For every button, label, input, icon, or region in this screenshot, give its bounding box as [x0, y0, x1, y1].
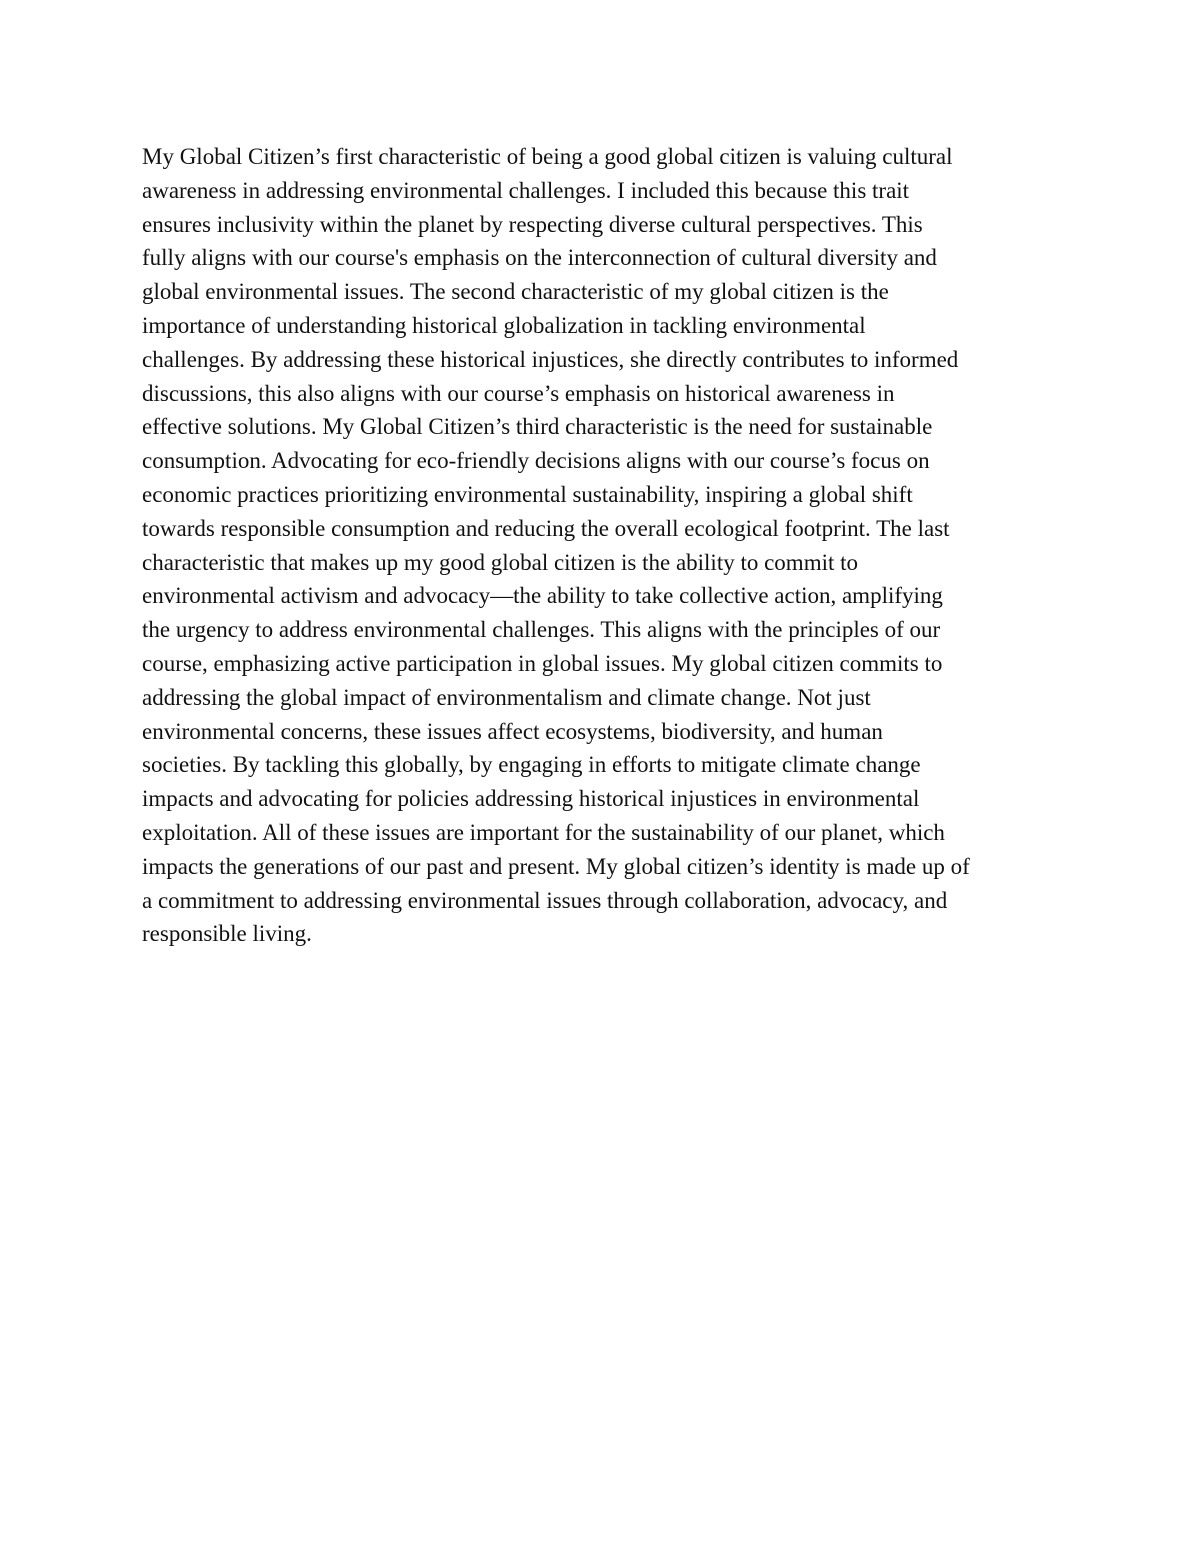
paragraph-line: economic practices prioritizing environmental sustainability, inspiring a global shift [142, 481, 913, 507]
paragraph-line: towards responsible consumption and reducing the overall ecological footprint. The last [142, 515, 950, 541]
paragraph-line: course, emphasizing active participation in global issues. My global citizen commits to [142, 650, 943, 676]
paragraph-line: effective solutions. My Global Citizen’s third characteristic is the need for sustainable [142, 414, 933, 440]
paragraph-line: responsible living. [142, 921, 312, 947]
paragraph-line: importance of understanding historical globalization in tackling environmental [142, 312, 866, 338]
paragraph-line: fully aligns with our course's emphasis on the interconnection of cultural diversity and [142, 245, 937, 271]
paragraph-line: environmental activism and advocacy—the ability to take collective action, amplifying [142, 583, 943, 609]
paragraph-line: impacts and advocating for policies addressing historical injustices in environmental [142, 786, 920, 812]
paragraph-line: global environmental issues. The second characteristic of my global citizen is the [142, 279, 889, 305]
paragraph-line: a commitment to addressing environmental issues through collaboration, advocacy, and [142, 887, 948, 913]
paragraph-line: My Global Citizen’s first characteristic of being a good global citizen is valuing cultural [142, 144, 953, 169]
paragraph-line: exploitation. All of these issues are important for the sustainability of our planet, which [142, 819, 945, 845]
paragraph-line: characteristic that makes up my good global citizen is the ability to commit to [142, 549, 859, 575]
paragraph-line: environmental concerns, these issues affect ecosystems, biodiversity, and human [142, 718, 883, 744]
essay-paragraph [142, 140, 1082, 951]
paragraph-line: challenges. By addressing these historical injustices, she directly contributes to informed [142, 346, 959, 372]
paragraph-line: awareness in addressing environmental challenges. I included this because this trait [142, 177, 910, 203]
paragraph-line: societies. By tackling this globally, by engaging in efforts to mitigate climate change [142, 752, 921, 778]
paragraph-line: ensures inclusivity within the planet by respecting diverse cultural perspectives. This [142, 211, 923, 237]
paragraph-line: addressing the global impact of environmentalism and climate change. Not just [142, 684, 871, 710]
paragraph-line: the urgency to address environmental challenges. This aligns with the principles of our [142, 617, 941, 643]
paragraph-line: discussions, this also aligns with our course’s emphasis on historical awareness in [142, 380, 895, 406]
paragraph-line: impacts the generations of our past and present. My global citizen’s identity is made up of [142, 853, 970, 879]
paragraph-line: consumption. Advocating for eco-friendly decisions aligns with our course’s focus on [142, 448, 930, 474]
